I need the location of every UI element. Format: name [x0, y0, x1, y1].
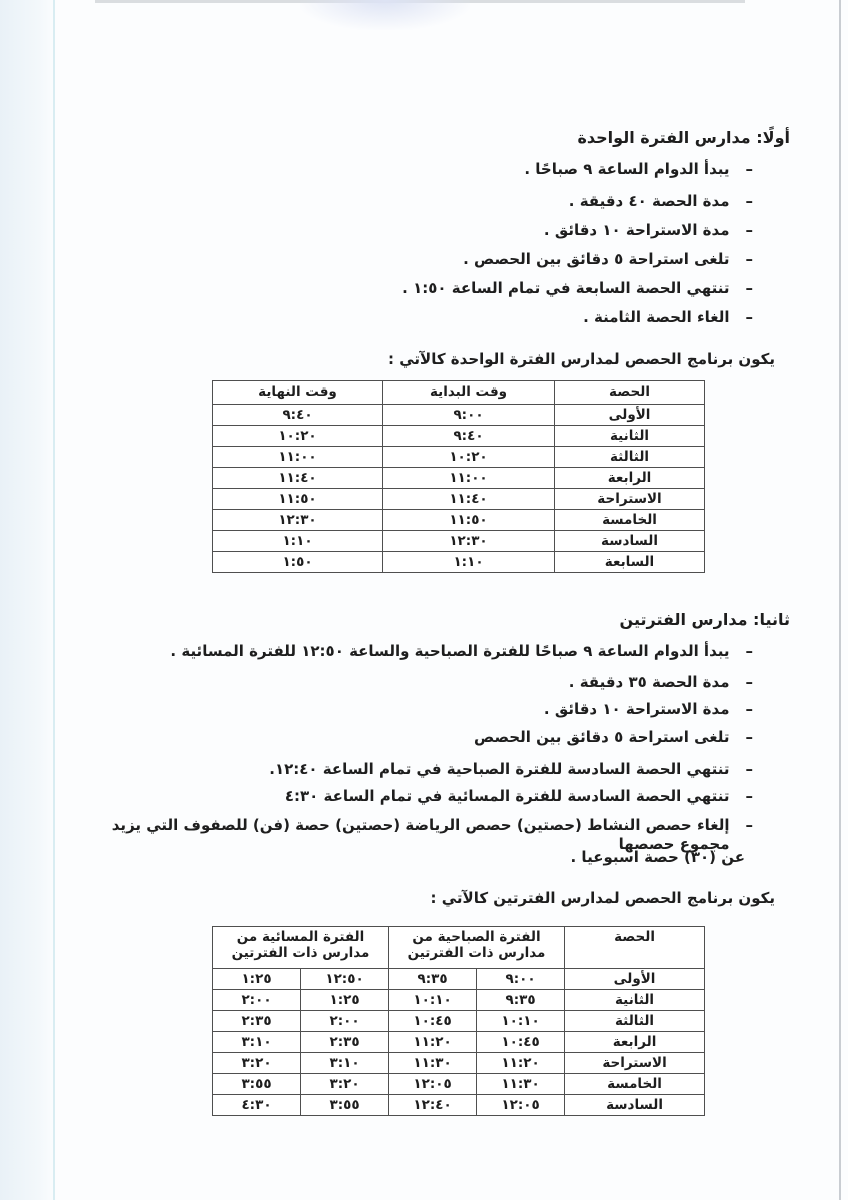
morning-end-cell: ١٠:١٠: [389, 990, 477, 1011]
start-cell: ١١:٠٠: [383, 468, 555, 489]
bullet-item: [63, 673, 753, 692]
end-cell: ١:٥٠: [213, 552, 383, 573]
section1-heading: أولًا: مدارس الفترة الواحدة: [577, 128, 790, 147]
evening-end-cell: ١:٢٥: [213, 969, 301, 990]
morning-start-cell: ٩:٣٥: [477, 990, 565, 1011]
period-cell: الأولى: [555, 405, 705, 426]
column-header-start: وقت البداية: [383, 381, 555, 405]
bullet-text: مدة الاستراحة ١٠ دقائق .: [543, 221, 730, 239]
scan-top-smudge: [300, 0, 470, 30]
bullet-text: الغاء الحصة الثامنة .: [583, 308, 730, 326]
start-cell: ١١:٤٠: [383, 489, 555, 510]
morning-start-cell: ١١:٣٠: [477, 1074, 565, 1095]
bullet-dash: –: [745, 192, 753, 210]
bullet-dash: –: [745, 700, 753, 718]
bullet-dash: –: [745, 250, 753, 268]
period-cell: الخامسة: [565, 1074, 705, 1095]
two-period-schedule-table: [212, 926, 705, 1116]
evening-start-cell: ٣:٢٠: [301, 1074, 389, 1095]
table-row: [213, 969, 705, 990]
single-period-schedule-table: [212, 380, 705, 573]
period-cell: الاستراحة: [555, 489, 705, 510]
morning-start-cell: ١٠:٤٥: [477, 1032, 565, 1053]
table-row: [213, 426, 705, 447]
table-row: [213, 1074, 705, 1095]
bullet-item: [63, 192, 753, 211]
evening-end-cell: ٣:٥٥: [213, 1074, 301, 1095]
table-header-row: [213, 381, 705, 405]
column-header-evening: الفترة المسائية من مدارس ذات الفترتين: [213, 927, 389, 969]
bullet-text: مدة الاستراحة ١٠ دقائق .: [543, 700, 730, 718]
bullet-dash: –: [745, 787, 753, 805]
scan-fold-line: [53, 0, 55, 1200]
bullet-text: مدة الحصة ٣٥ دقيقة .: [568, 673, 730, 691]
start-cell: ٩:٠٠: [383, 405, 555, 426]
period-cell: الثانية: [555, 426, 705, 447]
bullet-text: تنتهي الحصة السادسة للفترة المسائية في تمام الساعة ٤:٣٠: [284, 787, 730, 805]
end-cell: ١:١٠: [213, 531, 383, 552]
start-cell: ٩:٤٠: [383, 426, 555, 447]
table-row: [213, 552, 705, 573]
table-row: [213, 447, 705, 468]
bullet-item: [63, 760, 753, 779]
start-cell: ١:١٠: [383, 552, 555, 573]
bullet-item: [63, 700, 753, 719]
table-row: [213, 1095, 705, 1116]
bullet-continuation-text: عن (٣٠) حصة اسبوعيا .: [570, 848, 745, 866]
evening-start-cell: ٢:٣٥: [301, 1032, 389, 1053]
table-row: [213, 510, 705, 531]
evening-start-cell: ٣:٥٥: [301, 1095, 389, 1116]
period-cell: السادسة: [565, 1095, 705, 1116]
bullet-text: تلغى استراحة ٥ دقائق بين الحصص .: [463, 250, 730, 268]
period-cell: الاستراحة: [565, 1053, 705, 1074]
bullet-dash: –: [745, 308, 753, 326]
bullet-item: [63, 160, 753, 179]
morning-end-cell: ١٠:٤٥: [389, 1011, 477, 1032]
bullet-item: [63, 787, 753, 806]
period-cell: الرابعة: [565, 1032, 705, 1053]
period-cell: الرابعة: [555, 468, 705, 489]
period-cell: السادسة: [555, 531, 705, 552]
bullet-item: [63, 250, 753, 269]
column-header-period: الحصة: [555, 381, 705, 405]
bullet-dash: –: [745, 673, 753, 691]
bullet-text: يبدأ الدوام الساعة ٩ صباحًا .: [524, 160, 730, 178]
period-cell: السابعة: [555, 552, 705, 573]
start-cell: ١١:٥٠: [383, 510, 555, 531]
column-header-period: الحصة: [565, 927, 705, 969]
evening-start-cell: ١٢:٥٠: [301, 969, 389, 990]
morning-start-cell: ١١:٢٠: [477, 1053, 565, 1074]
morning-end-cell: ١٢:٠٥: [389, 1074, 477, 1095]
bullet-dash: –: [745, 160, 753, 178]
period-cell: الأولى: [565, 969, 705, 990]
bullet-text: مدة الحصة ٤٠ دقيقة .: [568, 192, 730, 210]
end-cell: ٩:٤٠: [213, 405, 383, 426]
period-cell: الثالثة: [565, 1011, 705, 1032]
evening-end-cell: ٣:١٠: [213, 1032, 301, 1053]
table-row: [213, 489, 705, 510]
bullet-item: [63, 308, 753, 327]
section2-table-intro: يكون برنامج الحصص لمدارس الفترتين كالآتي :: [430, 889, 775, 907]
period-cell: الثانية: [565, 990, 705, 1011]
table-row: [213, 1032, 705, 1053]
table-row: [213, 468, 705, 489]
bullet-item: [63, 279, 753, 298]
morning-end-cell: ١١:٢٠: [389, 1032, 477, 1053]
morning-start-cell: ١٢:٠٥: [477, 1095, 565, 1116]
morning-start-cell: ١٠:١٠: [477, 1011, 565, 1032]
morning-end-cell: ٩:٣٥: [389, 969, 477, 990]
period-cell: الخامسة: [555, 510, 705, 531]
start-cell: ١٢:٣٠: [383, 531, 555, 552]
table-header-row: [213, 927, 705, 969]
end-cell: ١٢:٣٠: [213, 510, 383, 531]
evening-end-cell: ٢:٣٥: [213, 1011, 301, 1032]
bullet-item: [63, 642, 753, 661]
column-header-end: وقت النهاية: [213, 381, 383, 405]
table-row: [213, 1011, 705, 1032]
scan-left-margin-shade: [0, 0, 55, 1200]
period-cell: الثالثة: [555, 447, 705, 468]
bullet-dash: –: [745, 816, 753, 834]
column-header-morning: الفترة الصباحية من مدارس ذات الفترتين: [389, 927, 565, 969]
table-row: [213, 531, 705, 552]
end-cell: ١١:٤٠: [213, 468, 383, 489]
bullet-dash: –: [745, 760, 753, 778]
bullet-dash: –: [745, 221, 753, 239]
end-cell: ١٠:٢٠: [213, 426, 383, 447]
section1-table-intro: يكون برنامج الحصص لمدارس الفترة الواحدة كالآتي :: [388, 350, 775, 368]
evening-end-cell: ٣:٢٠: [213, 1053, 301, 1074]
table-row: [213, 990, 705, 1011]
evening-end-cell: ٢:٠٠: [213, 990, 301, 1011]
morning-end-cell: ١١:٣٠: [389, 1053, 477, 1074]
evening-end-cell: ٤:٣٠: [213, 1095, 301, 1116]
bullet-item: [63, 221, 753, 240]
bullet-dash: –: [745, 642, 753, 660]
bullet-item: [63, 728, 753, 747]
morning-start-cell: ٩:٠٠: [477, 969, 565, 990]
evening-start-cell: ٣:١٠: [301, 1053, 389, 1074]
bullet-text: تلغى استراحة ٥ دقائق بين الحصص: [474, 728, 730, 746]
bullet-text: يبدأ الدوام الساعة ٩ صباحًا للفترة الصباحية والساعة ١٢:٥٠ للفترة المسائية .: [170, 642, 730, 660]
section2-heading: ثانيا: مدارس الفترتين: [619, 610, 790, 629]
bullet-text: تنتهي الحصة السادسة للفترة الصباحية في تمام الساعة ١٢:٤٠.: [269, 760, 730, 778]
end-cell: ١١:٥٠: [213, 489, 383, 510]
bullet-text: إلغاء حصص النشاط (حصتين) حصص الرياضة (حصتين) حصة (فن) للصفوف التي يزيد مجموع حصصها: [111, 816, 730, 853]
scan-right-edge-line: [839, 0, 841, 1200]
bullet-text: تنتهي الحصة السابعة في تمام الساعة ١:٥٠ .: [402, 279, 730, 297]
start-cell: ١٠:٢٠: [383, 447, 555, 468]
bullet-dash: –: [745, 728, 753, 746]
bullet-dash: –: [745, 279, 753, 297]
table-row: [213, 1053, 705, 1074]
table-row: [213, 405, 705, 426]
evening-start-cell: ١:٢٥: [301, 990, 389, 1011]
morning-end-cell: ١٢:٤٠: [389, 1095, 477, 1116]
end-cell: ١١:٠٠: [213, 447, 383, 468]
evening-start-cell: ٢:٠٠: [301, 1011, 389, 1032]
